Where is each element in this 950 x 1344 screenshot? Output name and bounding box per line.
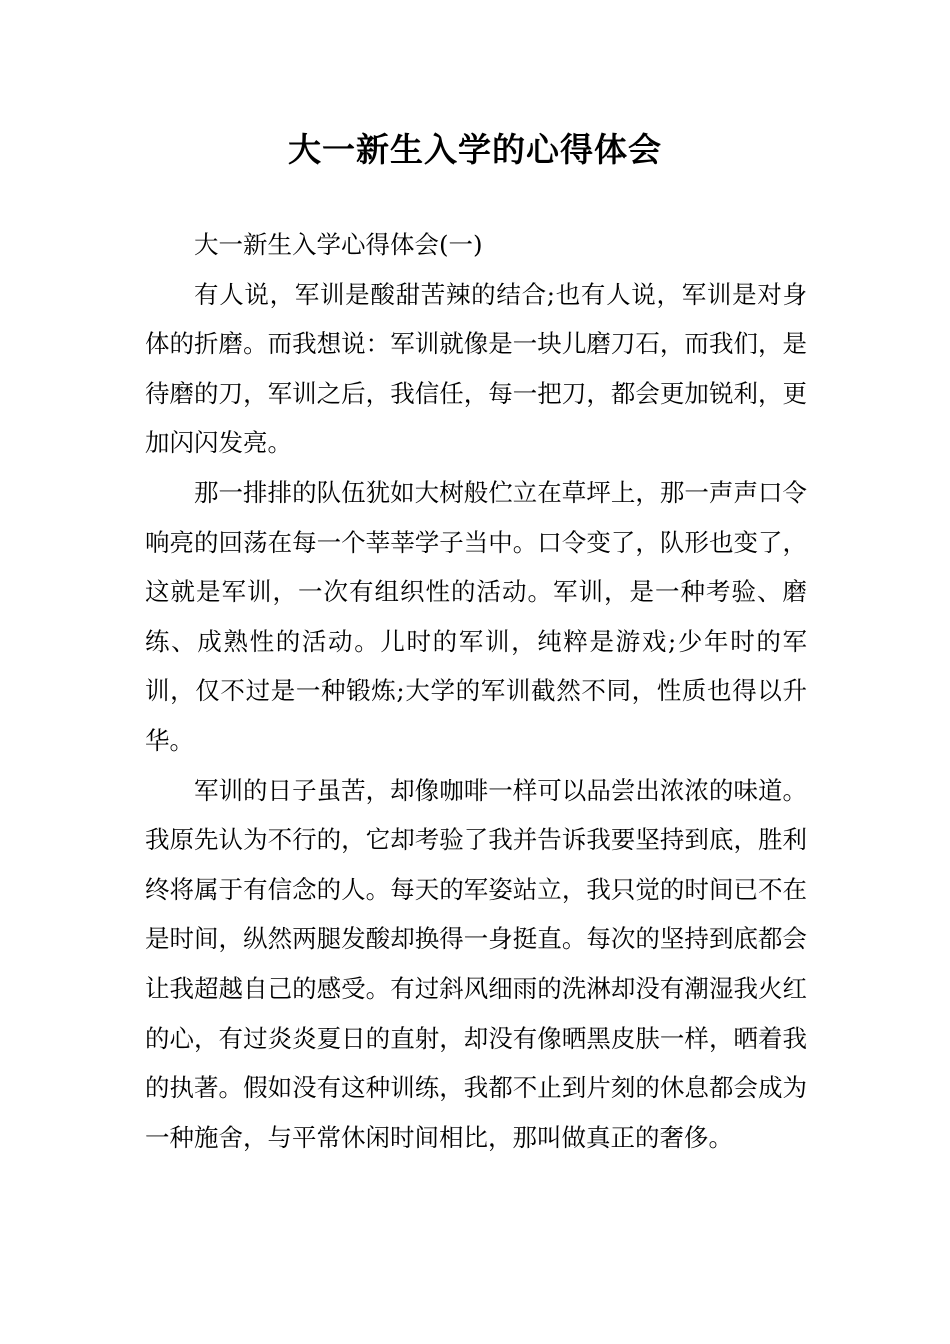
paragraph: 有人说，军训是酸甜苦辣的结合;也有人说，军训是对身体的折磨。而我想说：军训就像是一块儿磨刀石，而我们，是待磨的刀，军训之后，我信任，每一把刀，都会更加锐利，更加闪闪发亮。: [145, 279, 807, 458]
document-body: [145, 220, 807, 1162]
document-title: 大一新生入学的心得体会: [288, 130, 662, 169]
section-heading: 大一新生入学心得体会(一): [194, 230, 483, 259]
paragraph: 军训的日子虽苦，却像咖啡一样可以品尝出浓浓的味道。我原先认为不行的，它却考验了我并告诉我要坚持到底，胜利终将属于有信念的人。每天的军姿站立，我只觉的时间已不在是时间，纵然两腿发酸却换得一身挺直。每次的坚持到底都会让我超越自己的感受。有过斜风细雨的洗淋却没有潮湿我火红的心，有过炎炎夏日的直射，却没有像晒黑皮肤一样，晒着我的执著。假如没有这种训练，我都不止到片刻的休息都会成为一种施舍，与平常休闲时间相比，那叫做真正的奢侈。: [145, 775, 807, 1152]
paragraph: 那一排排的队伍犹如大树般伫立在草坪上，那一声声口令响亮的回荡在每一个莘莘学子当中。口令变了，队形也变了，这就是军训，一次有组织性的活动。军训，是一种考验、磨练、成熟性的活动。儿时的军训，纯粹是游戏;少年时的军训，仅不过是一种锻炼;大学的军训截然不同，性质也得以升华。: [145, 477, 807, 755]
